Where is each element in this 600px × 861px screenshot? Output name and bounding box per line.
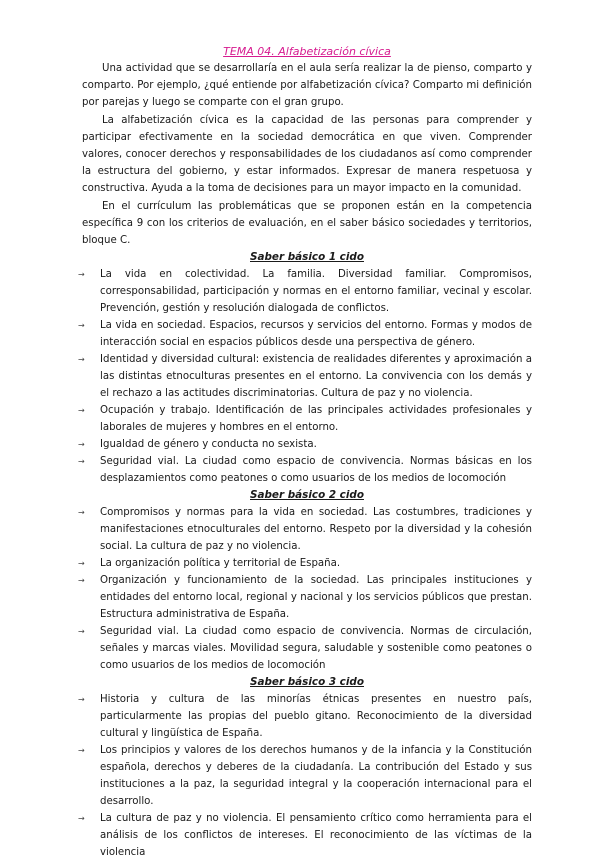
arrow-right-icon: → [78,321,85,330]
arrow-right-icon: → [78,695,85,704]
list-item [78,504,532,555]
arrow-right-icon: → [78,559,85,568]
intro-paragraph-1: Una actividad que se desarrollaría en el aula sería realizar la de pienso, comparto y comparto. Por ejemplo, ¿qué entiende por alfabetización cívica? Comparto mi definición por parejas y luego se comparte con el gran grupo. [82,63,532,108]
list-item [78,453,532,487]
arrow-right-icon: → [78,508,85,517]
page-title: TEMA 04. Alfabetización cívica [223,45,391,58]
list-item-text: La organización política y territorial de España. [100,558,341,569]
list-item-text: Igualdad de género y conducta no sexista. [100,439,317,450]
arrow-right-icon: → [78,406,85,415]
arrow-right-icon: → [78,576,85,585]
list-item-text: Organización y funcionamiento de la sociedad. Las principales instituciones y entidades del entorno local, regional y nacional y los servicios públicos que prestan. Estructura administrativa de España. [100,575,532,620]
list-item-text: Compromisos y normas para la vida en sociedad. Las costumbres, tradiciones y manifestaciones etnoculturales del entorno. Respeto por la diversidad y la cohesión social. La cultura de paz y no violencia. [100,507,532,552]
arrow-right-icon: → [78,746,85,755]
list-item [78,317,532,351]
list-item-text: Seguridad vial. La ciudad como espacio de convivencia. Normas de circulación, señales y marcas viales. Movilidad segura, saludable y sostenible como peatones o como usuarios de los medios de locomoción [100,626,532,671]
arrow-right-icon: → [78,440,85,449]
intro-paragraph-3: En el currículum las problemáticas que se proponen están en la competencia específica 9 con los criterios de evaluación, en el saber básico sociedades y territorios, bloque C. [82,201,532,246]
arrow-right-icon: → [78,355,85,364]
list-item [78,623,532,674]
list-item-text: Ocupación y trabajo. Identificación de las principales actividades profesionales y laborales de mujeres y hombres en el entorno. [100,405,532,433]
arrow-right-icon: → [78,627,85,636]
section-saber-3 [78,674,532,861]
arrow-right-icon: → [78,457,85,466]
bullet-list [78,691,532,861]
arrow-right-icon: → [78,814,85,823]
list-item-text: La vida en sociedad. Espacios, recursos y servicios del entorno. Formas y modos de interacción social en espacios públicos desde una perspectiva de género. [100,320,532,348]
list-item [78,572,532,623]
list-item-text: Identidad y diversidad cultural: existencia de realidades diferentes y aproximación a las distintas etnoculturas presentes en el entorno. La convivencia con los demás y el rechazo a las actitudes discriminatorias. Cultura de paz y no violencia. [100,354,532,399]
list-item [78,402,532,436]
list-item [78,351,532,402]
arrow-right-icon: → [78,270,85,279]
section-saber-1 [78,249,532,487]
list-item-text: La cultura de paz y no violencia. El pensamiento crítico como herramienta para el análisis de los conflictos de intereses. El reconocimiento de las víctimas de la violencia [100,813,532,858]
section-heading: Saber básico 1 cido [250,251,364,263]
section-heading: Saber básico 3 cido [250,676,364,688]
list-item [78,266,532,317]
list-item-text: Seguridad vial. La ciudad como espacio de convivencia. Normas básicas en los desplazamientos como peatones o como usuarios de los medios de locomoción [100,456,532,484]
list-item-text: Historia y cultura de las minorías étnicas presentes en nuestro país, particularmente las propias del pueblo gitano. Reconocimiento de la diversidad cultural y lingüística de España. [100,694,532,739]
section-heading: Saber básico 2 cido [250,489,364,501]
bullet-list [78,266,532,487]
section-saber-2 [78,487,532,674]
list-item [78,436,532,453]
list-item [78,742,532,810]
bullet-list [78,504,532,674]
list-item-text: La vida en colectividad. La familia. Diversidad familiar. Compromisos, corresponsabilidad, participación y normas en el entorno familiar, vecinal y escolar. Prevención, gestión y resolución dialogada de conflictos. [100,269,532,314]
intro-paragraph-2: La alfabetización cívica es la capacidad de las personas para comprender y participar efectivamente en la sociedad democrática en que viven. Comprender valores, conocer derechos y responsabilidades de los ciudadanos así como comprender la estructura del gobierno, y estar informados. Expresar de manera respetuosa y constructiva. Ayuda a la toma de decisiones para un mayor impacto en la comunidad. [82,115,532,194]
list-item-text: Los principios y valores de los derechos humanos y de la infancia y la Constitución española, derechos y deberes de la ciudadanía. La contribución del Estado y sus instituciones a la paz, la seguridad integral y la cooperación internacional para el desarrollo. [100,745,532,807]
list-item [78,691,532,742]
list-item [78,810,532,861]
list-item [78,555,532,572]
